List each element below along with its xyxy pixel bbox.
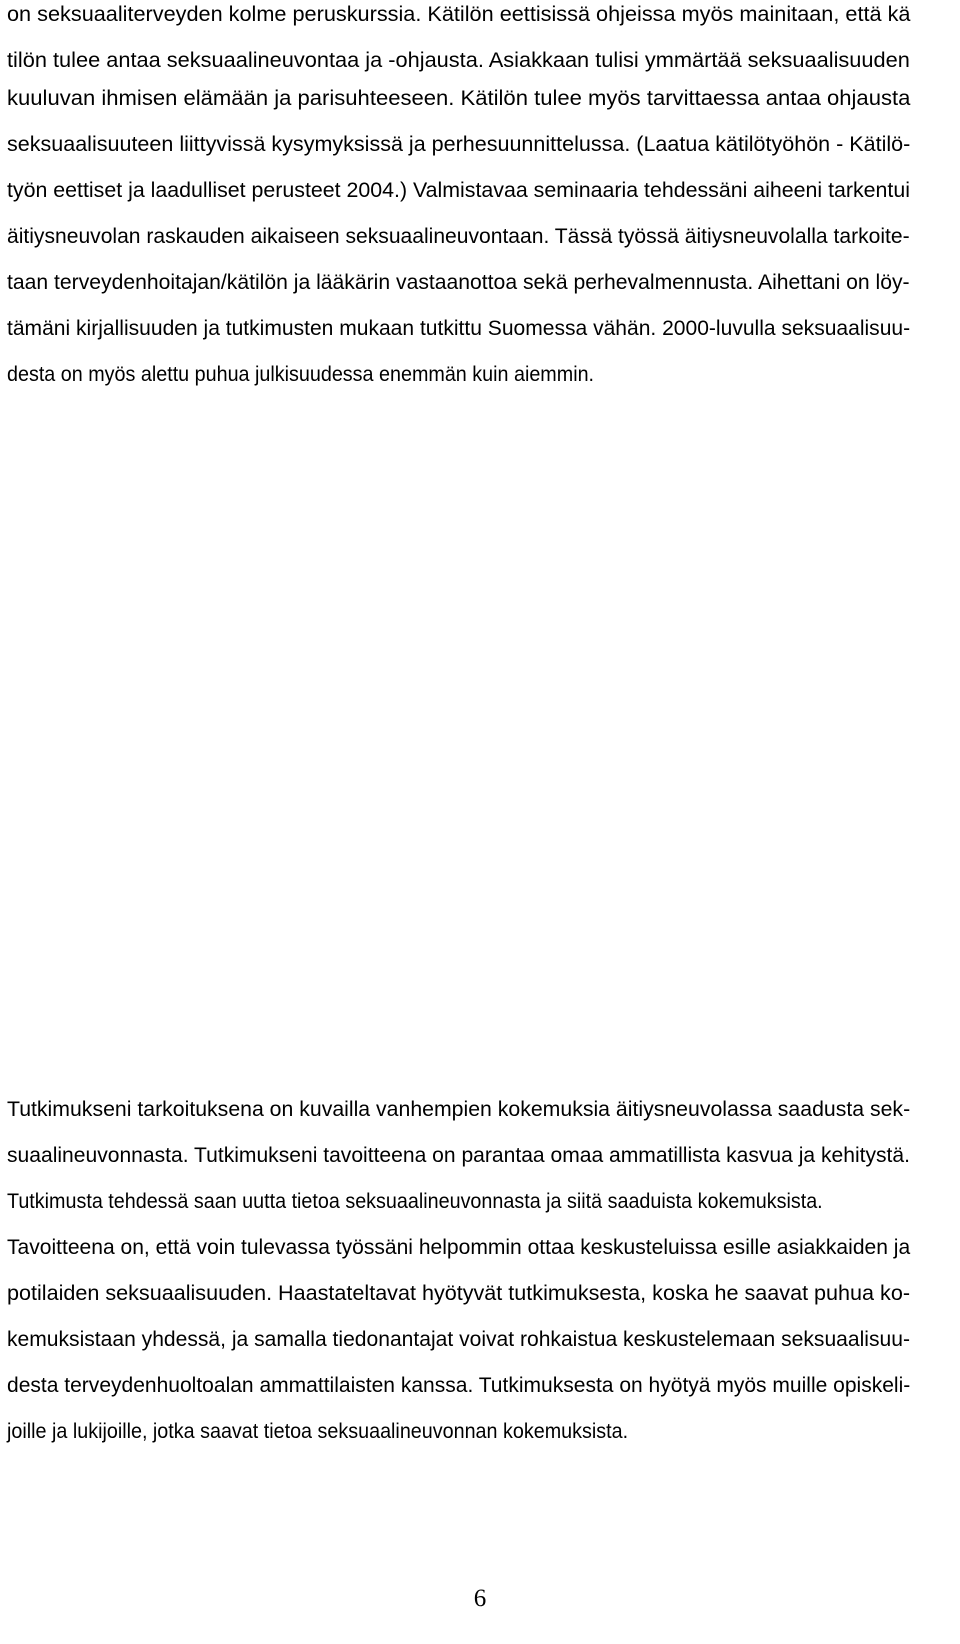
text-line: Tutkimusta tehdessä saan uutta tietoa seksuaalineuvonnasta ja siitä saaduista kokemuksista.: [7, 1190, 823, 1213]
text-line: tämäni kirjallisuuden ja tutkimusten mukaan tutkittu Suomessa vähän. 2000-luvulla seksuaalisuu-: [7, 317, 911, 340]
text-line: Tutkimukseni tarkoituksena on kuvailla vanhempien kokemuksia äitiysneuvolassa saadusta sek-: [7, 1098, 911, 1121]
text-line: joille ja lukijoille, jotka saavat tietoa seksuaalineuvonnan kokemuksista.: [7, 1420, 629, 1443]
text-line: potilaiden seksuaalisuuden. Haastateltavat hyötyvät tutkimuksesta, koska he saavat puhua ko-: [7, 1282, 911, 1305]
text-line: tilön tulee antaa seksuaalineuvontaa ja -ohjausta. Asiakkaan tulisi ymmärtää seksuaalisuuden: [7, 49, 910, 72]
text-line: Tavoitteena on, että voin tulevassa työssäni helpommin ottaa keskusteluissa esille asiakkaiden ja: [7, 1236, 911, 1259]
text-line: suaalineuvonnasta. Tutkimukseni tavoitteena on parantaa omaa ammatillista kasvua ja kehitystä.: [7, 1144, 910, 1167]
text-line: äitiysneuvolan raskauden aikaiseen seksuaalineuvontaan. Tässä työssä äitiysneuvolalla tarkoite-: [7, 225, 910, 248]
text-line: desta terveydenhuoltoalan ammattilaisten kanssa. Tutkimuksesta on hyötyä myös muille opiskeli-: [7, 1374, 911, 1397]
text-line: desta on myös alettu puhua julkisuudessa enemmän kuin aiemmin.: [7, 363, 595, 386]
text-line: kuuluvan ihmisen elämään ja parisuhteeseen. Kätilön tulee myös tarvittaessa antaa ohjausta: [7, 87, 911, 110]
text-line: kemuksistaan yhdessä, ja samalla tiedonantajat voivat rohkaistua keskustelemaan seksuaalisuu-: [7, 1328, 910, 1351]
text-line: työn eettiset ja laadulliset perusteet 2004.) Valmistavaa seminaaria tehdessäni aiheeni tarkentui: [7, 179, 910, 202]
text-line: on seksuaaliterveyden kolme peruskurssia. Kätilön eettisissä ohjeissa myös mainitaan, että kä: [7, 3, 911, 26]
text-line: taan terveydenhoitajan/kätilön ja lääkärin vastaanottoa sekä perhevalmennusta. Aihettani on löy-: [7, 271, 910, 294]
page-number: 6: [473, 1585, 487, 1612]
text-line: seksuaalisuuteen liittyvissä kysymyksissä ja perhesuunnittelussa. (Laatua kätilötyöhön - Kätilö-: [7, 133, 911, 156]
